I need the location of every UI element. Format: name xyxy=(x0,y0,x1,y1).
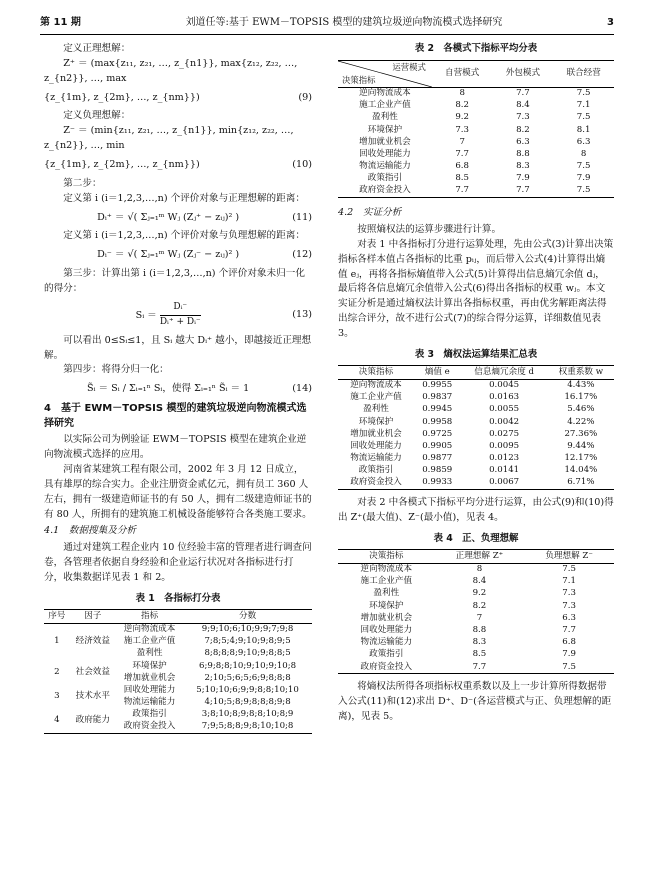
table-2-cell-value: 6.3 xyxy=(516,136,530,147)
step-3-text: 第三步：计算出第 i (i＝1,2,3,…,n) 个评价对象未归一化的得分： xyxy=(44,268,305,295)
table-1-indicator: 物流运输能力 xyxy=(123,697,176,708)
table-1-indicator: 逆向物流成本 xyxy=(123,624,176,635)
table-row xyxy=(44,684,312,696)
table-4-cell-indicator: 逆向物流成本 xyxy=(360,564,413,575)
table-row xyxy=(338,600,614,612)
table-1-indicator: 施工企业产值 xyxy=(123,636,176,647)
table-3-cell-value: 0.0275 xyxy=(489,428,520,439)
table-2-cell-value: 8.2 xyxy=(516,124,530,135)
table-1-indicator: 环境保护 xyxy=(132,660,167,671)
section-4-2-paragraph-1: 按照熵权法的运算步骤进行计算。 xyxy=(357,223,502,235)
table-4-cell-indicator: 环境保护 xyxy=(369,600,404,611)
running-title: 刘道任等:基于 EWM－TOPSIS 模型的建筑垃圾逆向物流模式选择研究 xyxy=(185,17,503,29)
table-2-cell-indicator: 政策指引 xyxy=(367,173,403,184)
table-3-header: 决策指标 xyxy=(358,366,394,377)
table-2-cell-value: 7 xyxy=(459,136,465,147)
table-3-cell-indicator: 逆向物流成本 xyxy=(350,380,402,391)
table-2-cell-value: 7.1 xyxy=(576,100,591,111)
equation-12-number: (12) xyxy=(292,249,312,261)
table-row xyxy=(338,161,614,173)
table-2-header: 外包模式 xyxy=(505,67,541,78)
table-3-cell-value: 0.0095 xyxy=(489,440,520,451)
table-2-corner xyxy=(338,60,432,87)
table-row xyxy=(44,709,312,721)
step-4-label: 第四步：将得分归一化： xyxy=(63,364,169,376)
table-row xyxy=(338,563,614,576)
table-1-indicator: 回收处理能力 xyxy=(123,684,176,695)
equation-13-numerator: Dᵢ⁻ xyxy=(160,301,201,316)
table-2-cell-value: 7.5 xyxy=(576,88,591,99)
table-4-header: 负理想解 Z⁻ xyxy=(545,550,593,561)
table-2-cell-indicator: 盈利性 xyxy=(372,112,398,123)
table-4-cell-value: 9.2 xyxy=(472,588,487,599)
section-4-paragraph-2: 河南省某建筑工程有限公司，2002 年 3 月 12 日成立，具有雄厚的综合实力。企业注册资金贰亿元，拥有员工 360 人左右，拥有一级建造师证书的有 50 人，拥有二级建造师证书的有 80 人，所拥有的建筑施工机械设备能够符合各类施工要求。 xyxy=(44,463,312,520)
def-negative-distance: 定义第 i (i＝1,2,3,…,n) 个评价对象与负理想解的距离： xyxy=(63,230,305,242)
table-4-cell-value: 7.9 xyxy=(562,649,576,660)
table-2-cell-value: 7.5 xyxy=(576,112,591,123)
equation-14-number: (14) xyxy=(292,383,312,395)
table-row xyxy=(338,576,614,588)
table-1-scores: 3;8;10;8;9;8;8;10;8;9 xyxy=(201,709,294,720)
table-row xyxy=(338,612,614,624)
table-4-cell-value: 8.8 xyxy=(472,624,487,635)
table-1-no: 4 xyxy=(54,715,60,726)
table-3-cell-value: 27.36% xyxy=(564,428,598,439)
table-2-cell-value: 7.7 xyxy=(455,185,470,196)
table-3-cell-value: 0.9725 xyxy=(422,428,453,439)
equation-11 xyxy=(44,211,312,226)
table-4-header: 正理想解 Z⁺ xyxy=(455,550,504,561)
section-4-paragraph-1: 以实际公司为例验证 EWM－TOPSIS 模型在建筑企业逆向物流模式选择的应用。 xyxy=(44,434,307,461)
table-3-cell-value: 4.43% xyxy=(567,380,595,391)
table-row xyxy=(338,112,614,124)
table-1-header: 分数 xyxy=(238,610,257,621)
table-3-cell-value: 0.9955 xyxy=(422,380,453,391)
table-4-cell-value: 7 xyxy=(476,612,483,623)
table-2-cell-value: 7.7 xyxy=(455,148,470,159)
equation-14-expr: S̃ᵢ ＝ Sᵢ ∕ Σᵢ₌₁ⁿ Sᵢ，使得 Σᵢ₌₁ⁿ S̃ᵢ ＝ 1 xyxy=(86,383,250,395)
table-3-cell-value: 0.9859 xyxy=(422,465,453,476)
table-2-header: 自营模式 xyxy=(444,67,480,78)
table-3-caption: 表 3 熵权法运算结果汇总表 xyxy=(414,348,538,360)
table-3-cell-indicator: 政府资金投入 xyxy=(350,477,402,488)
step-2-label: 第二步： xyxy=(63,177,102,189)
section-4-1-heading: 4.1 数据搜集及分析 xyxy=(44,525,137,537)
table-3-cell-value: 6.71% xyxy=(567,477,595,488)
table-2-cell-value: 6.3 xyxy=(576,136,591,147)
table-4-cell-indicator: 政府资金投入 xyxy=(360,661,413,672)
table-4-cell-value: 8.5 xyxy=(472,649,487,660)
table-3-cell-indicator: 政策指引 xyxy=(358,465,394,476)
table-2-cell-indicator: 回收处理能力 xyxy=(359,148,411,159)
table-2-cell-indicator: 逆向物流成本 xyxy=(359,88,411,99)
table-4-cell-value: 7.7 xyxy=(472,661,487,672)
table-2-cell-value: 7.3 xyxy=(455,124,470,135)
table-3-cell-indicator: 物流运输能力 xyxy=(350,453,402,464)
table-1-scores: 4;10;5;8;9;8;8;8;9;8 xyxy=(204,697,291,708)
table-2-cell-value: 8 xyxy=(580,148,587,159)
table-3-cell-value: 0.9837 xyxy=(422,392,453,403)
table-1-header: 因子 xyxy=(84,610,102,621)
table-3-cell-value: 14.04% xyxy=(564,465,598,476)
table-1-scores: 5;10;10;6;9;9;8;8;10;10 xyxy=(196,684,299,695)
table-2-cell-value: 7.5 xyxy=(576,161,591,172)
table-row xyxy=(338,392,614,404)
table-3-cell-value: 16.17% xyxy=(564,392,598,403)
equation-10-line2: {z_{1m}, z_{2m}, …, z_{nm}}) xyxy=(44,159,200,171)
after-equation-13: 可以看出 0≤Sᵢ≤1，且 Sᵢ 越大 Dᵢ⁺ 越小，即越接近正理想解。 xyxy=(44,334,312,361)
running-header xyxy=(40,12,614,35)
table-2-cell-value: 7.9 xyxy=(576,173,591,184)
table-3-cell-value: 9.44% xyxy=(567,440,595,451)
table-1-scores: 9;9;10;6;10;9;9;7;9;8 xyxy=(201,624,294,635)
table-row xyxy=(338,649,614,661)
equation-9-number: (9) xyxy=(298,91,312,103)
equation-14 xyxy=(44,382,312,397)
def-positive-distance: 定义第 i (i＝1,2,3,…,n) 个评价对象与正理想解的距离： xyxy=(63,192,305,204)
table-1-indicator: 增加就业机会 xyxy=(123,672,176,683)
equation-10-number: (10) xyxy=(292,159,312,171)
equation-9 xyxy=(44,91,312,106)
table-4-cell-value: 7.3 xyxy=(562,588,576,599)
table-4-cell-value: 8.2 xyxy=(472,600,487,611)
table-3-header: 信息熵冗余度 d xyxy=(474,366,535,377)
table-2-cell-value: 8.5 xyxy=(455,173,470,184)
equation-11-expr: Dᵢ⁺ ＝ √( Σⱼ₌₁ᵐ Wⱼ (Zⱼ⁺ − zᵢⱼ)² ) xyxy=(97,211,240,223)
table-4-cell-indicator: 物流运输能力 xyxy=(360,637,413,648)
table-4-cell-value: 7.3 xyxy=(562,600,576,611)
table-1 xyxy=(44,609,312,734)
table-row xyxy=(44,623,312,636)
equation-9-line2: {z_{1m}, z_{2m}, …, z_{nm}}) xyxy=(44,91,200,103)
table-row xyxy=(338,465,614,477)
section-4-1-paragraph: 通过对建筑工程企业内 10 位经验丰富的管理者进行调查问卷，各管理者依据自身经验和企业运行状况对各指标进行打分，收集数据详见表 1 和 2。 xyxy=(44,542,312,583)
equation-12-expr: Dᵢ⁻ ＝ √( Σⱼ₌₁ᵐ Wⱼ (Zⱼ⁻ − zᵢⱼ)² ) xyxy=(97,249,240,261)
table-row xyxy=(338,185,614,198)
table-3-cell-indicator: 增加就业机会 xyxy=(350,428,402,439)
equation-10 xyxy=(44,158,312,173)
table-2-cell-value: 7.3 xyxy=(516,112,530,123)
pos-ideal-label: 定义正理想解： xyxy=(63,43,131,54)
table-1-scores: 8;8;8;8;9;10;9;8;8;5 xyxy=(204,648,291,659)
table-2-cell-indicator: 环境保护 xyxy=(367,124,403,135)
table-row xyxy=(338,440,614,452)
table-3-header: 权重系数 w xyxy=(558,366,604,377)
table-3-cell-value: 0.0055 xyxy=(489,404,520,415)
table-1-factor: 技术水平 xyxy=(75,690,110,701)
equation-13-expr xyxy=(44,301,292,330)
table-row xyxy=(338,404,614,416)
table-row xyxy=(44,660,312,672)
table-1-scores: 6;9;8;8;10;9;10;9;10;8 xyxy=(199,660,297,671)
equation-13-fraction xyxy=(160,301,201,330)
table-4-cell-value: 6.3 xyxy=(562,612,576,623)
table-1-header: 序号 xyxy=(48,610,66,621)
right-column xyxy=(338,42,614,725)
table-1-no: 1 xyxy=(54,636,60,647)
table-3-cell-value: 0.0163 xyxy=(489,392,520,403)
table-1-scores: 7;8;5;4;9;10;9;8;9;5 xyxy=(204,636,291,647)
left-column xyxy=(44,42,312,734)
table-2-cell-indicator: 增加就业机会 xyxy=(359,136,411,147)
table-3-cell-value: 5.46% xyxy=(567,404,595,415)
table-row xyxy=(338,661,614,674)
table-3-cell-value: 0.9958 xyxy=(422,416,453,427)
table-3-cell-value: 0.0067 xyxy=(489,477,520,488)
neg-ideal-label: 定义负理想解： xyxy=(63,110,131,122)
table-3-cell-value: 4.22% xyxy=(567,416,595,427)
table-1-header: 指标 xyxy=(140,610,159,621)
table-1-indicator: 政策指引 xyxy=(132,709,167,720)
table-2-cell-value: 8.2 xyxy=(455,100,470,111)
table-3 xyxy=(338,365,614,490)
table-row xyxy=(338,173,614,185)
equation-11-number: (11) xyxy=(292,211,312,223)
table-2-cell-value: 8.8 xyxy=(516,148,530,159)
table-1-no: 2 xyxy=(54,666,60,677)
table-4-cell-value: 8.4 xyxy=(472,576,487,587)
table-3-cell-value: 0.0042 xyxy=(489,416,520,427)
table-4-cell-value: 7.1 xyxy=(562,576,576,587)
table-3-cell-indicator: 施工企业产值 xyxy=(350,392,402,403)
table-4-cell-value: 7.5 xyxy=(562,661,576,672)
table-row xyxy=(338,379,614,392)
table-2-cell-value: 7.5 xyxy=(576,185,591,196)
table-2-cell-value: 7.7 xyxy=(516,185,530,196)
table-row xyxy=(338,136,614,148)
table-1-factor: 经济效益 xyxy=(75,636,110,647)
table-2-cell-value: 7.9 xyxy=(516,173,530,184)
section-4-2-heading: 4.2 实证分析 xyxy=(338,207,402,219)
table-1-indicator: 盈利性 xyxy=(136,648,163,659)
table-2-corner-top: 运营模式 xyxy=(392,61,426,72)
table-1-no: 3 xyxy=(54,690,60,701)
equation-13-lhs: Sᵢ ＝ xyxy=(135,309,157,321)
table-row xyxy=(338,477,614,490)
table-3-cell-value: 0.0141 xyxy=(489,465,520,476)
table-4-cell-indicator: 盈利性 xyxy=(373,588,400,599)
table-3-cell-value: 0.9945 xyxy=(422,404,453,415)
page-number: 3 xyxy=(607,17,614,29)
section-4-heading: 4 基于 EWM－TOPSIS 模型的建筑垃圾逆向物流模式选择研究 xyxy=(44,403,307,430)
table-2-cell-value: 9.2 xyxy=(455,112,470,123)
table-2-cell-value: 6.8 xyxy=(455,161,470,172)
table-1-indicator: 政府资金投入 xyxy=(123,721,176,732)
table-row xyxy=(338,637,614,649)
table-2 xyxy=(338,60,614,199)
table-4-cell-value: 8.3 xyxy=(472,637,487,648)
table-1-factor: 政府能力 xyxy=(75,715,110,726)
table-3-cell-value: 12.17% xyxy=(564,453,598,464)
table-row xyxy=(338,87,614,100)
table-row xyxy=(338,124,614,136)
table-row xyxy=(338,100,614,112)
table-2-cell-value: 7.7 xyxy=(516,88,530,99)
equation-13 xyxy=(44,301,312,330)
table-4-cell-indicator: 施工企业产值 xyxy=(360,576,413,587)
table-1-factor: 社会效益 xyxy=(75,666,110,677)
table-row xyxy=(338,148,614,160)
table-1-caption: 表 1 各指标打分表 xyxy=(135,592,221,604)
paragraph-after-table-3: 对表 2 中各模式下指标平均分进行运算，由公式(9)和(10)得出 Z⁺(最大值)、Z⁻(最小值)，见表 4。 xyxy=(338,497,614,524)
table-2-corner-bottom: 决策指标 xyxy=(342,74,376,85)
equation-10-line1: Z⁻ ＝ (min{z₁₁, z₂₁, …, z_{n1}}, min{z₁₂, z₂₂, …, z_{n2}}, …, min xyxy=(44,125,294,152)
section-4-2-paragraph-2: 对表 1 中各指标打分进行运算处理，先由公式(3)计算出决策指标各样本值占各指标的比重 pᵢⱼ，而后带入公式(4)计算得出熵值 eⱼ，再将各指标熵值带入公式(5)计算得出信息熵冗余值 dⱼ，最后将各信息熵冗余值带入公式(6)得出各指标的权重 wⱼ。本文实证分析是通过熵权法计算出各指标权重，再由优劣解距离法得出综合评分，故不进行公式(7)的综合得分运算，详细数值见表 3。 xyxy=(338,238,614,339)
table-1-scores: 2;10;5;6;5;6;9;8;8;8 xyxy=(204,672,291,683)
table-row xyxy=(338,624,614,636)
table-row xyxy=(338,428,614,440)
table-4-cell-indicator: 回收处理能力 xyxy=(360,624,413,635)
table-4-cell-value: 6.8 xyxy=(562,637,576,648)
table-4-cell-value: 7.5 xyxy=(562,564,576,575)
table-3-cell-value: 0.9933 xyxy=(422,477,453,488)
table-3-cell-value: 0.9905 xyxy=(422,440,453,451)
table-4-cell-value: 8 xyxy=(476,564,483,575)
table-3-cell-value: 0.0123 xyxy=(489,453,520,464)
equation-9-line1: Z⁺ ＝ (max{z₁₁, z₂₁, …, z_{n1}}, max{z₁₂, z₂₂, …, z_{n2}}, …, max xyxy=(44,57,298,84)
table-4-cell-indicator: 政策指引 xyxy=(369,649,404,660)
table-3-cell-indicator: 回收处理能力 xyxy=(350,440,402,451)
table-row xyxy=(338,453,614,465)
paragraph-after-table-4: 将熵权法所得各项指标权重系数以及上一步计算所得数据带入公式(11)和(12)求出 D⁺、D⁻(各运营模式与正、负理想解的距离)，见表 5。 xyxy=(338,681,612,722)
table-2-header: 联合经营 xyxy=(566,67,601,78)
table-2-cell-value: 8.3 xyxy=(516,161,530,172)
issue-number: 第 11 期 xyxy=(40,17,81,29)
table-2-cell-indicator: 政府资金投入 xyxy=(359,185,411,196)
table-4-cell-indicator: 增加就业机会 xyxy=(360,612,413,623)
table-3-header: 熵值 e xyxy=(424,366,450,377)
equation-13-number: (13) xyxy=(292,308,312,320)
table-3-cell-indicator: 盈利性 xyxy=(363,404,389,415)
table-2-cell-value: 8.4 xyxy=(516,100,530,111)
table-2-caption: 表 2 各模式下指标平均分表 xyxy=(414,43,538,54)
table-2-cell-value: 8 xyxy=(459,88,465,99)
table-2-cell-value: 8.1 xyxy=(576,124,591,135)
table-3-cell-value: 0.9877 xyxy=(422,453,453,464)
equation-12 xyxy=(44,248,312,263)
table-row xyxy=(338,416,614,428)
equation-13-denominator: Dᵢ⁺ + Dᵢ⁻ xyxy=(159,316,201,327)
table-3-cell-indicator: 环境保护 xyxy=(358,416,394,427)
table-row xyxy=(338,588,614,600)
table-4-cell-value: 7.7 xyxy=(562,624,576,635)
table-4-header: 决策指标 xyxy=(369,550,404,561)
table-4-caption: 表 4 正、负理想解 xyxy=(433,532,519,544)
table-3-cell-value: 0.0045 xyxy=(489,380,520,391)
table-2-cell-indicator: 施工企业产值 xyxy=(359,100,411,111)
table-1-scores: 7;9;5;8;8;9;8;10;10;8 xyxy=(201,721,294,732)
table-2-cell-indicator: 物流运输能力 xyxy=(359,161,411,172)
table-4 xyxy=(338,549,614,674)
